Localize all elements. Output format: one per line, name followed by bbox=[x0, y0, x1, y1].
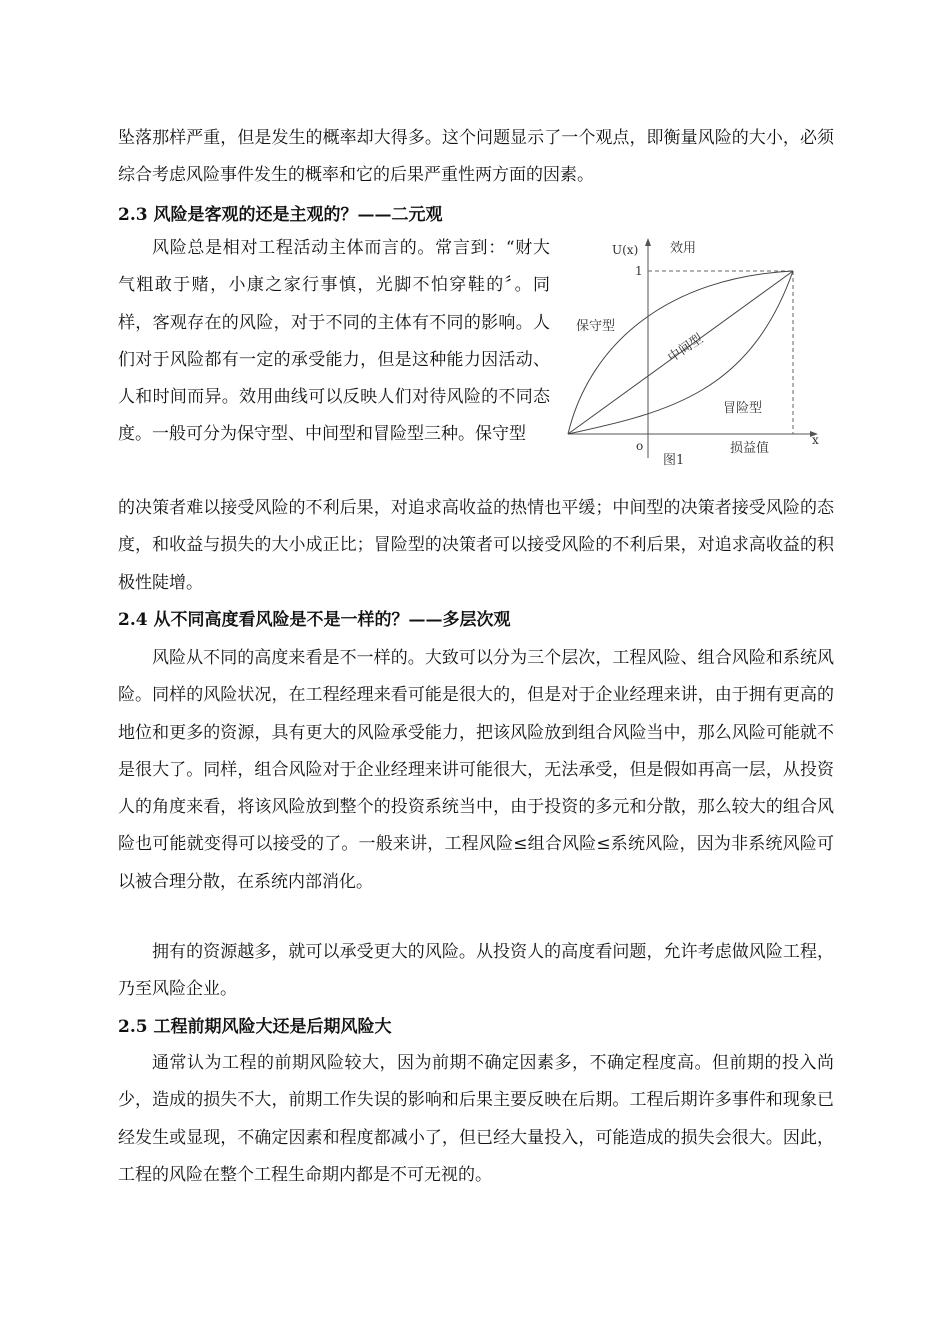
section-2-4-paragraph-1: 风险从不同的高度来看是不一样的。大致可以分为三个层次，工程风险、组合风险和系统风险。同样的风险状况，在工程经理来看可能是很大的，但是对于企业经理来讲，由于拥有更高的地位和更多的资源，具有更大的风险承受能力，把该风险放到组合风险当中，那么风险可能就不是很大了。同样，组合风险对于企业经理来讲可能很大，无法承受，但是假如再高一层，从投资人的角度来看，将该风险放到整个的投资系统当中，由于投资的多元和分散，那么较大的组合风险也可能就变得可以接受的了。一般来讲，工程风险≤组合风险≤系统风险，因为非系统风险可以被合理分散，在系统内部消化。 bbox=[118, 648, 834, 892]
neutral-label: 中间型 bbox=[665, 331, 707, 366]
figure-caption: 图1 bbox=[663, 453, 685, 468]
x-axis-title: 损益值 bbox=[730, 441, 770, 456]
section-2-3-paragraph-full: 的决策者难以接受风险的不利后果，对追求高收益的热情也平缓；中间型的决策者接受风险的态度，和收益与损失的大小成正比；冒险型的决策者可以接受风险的不利后果，对追求高收益的积极性陡增。 bbox=[118, 498, 834, 593]
section-2-3-heading: 2.3 风险是客观的还是主观的？——二元观 bbox=[118, 205, 443, 225]
y-axis-arrow bbox=[645, 238, 651, 246]
section-2-5-heading: 2.5 工程前期风险大还是后期风险大 bbox=[118, 1017, 392, 1037]
intro-paragraph: 坠落那样严重，但是发生的概率却大得多。这个问题显示了一个观点，即衡量风险的大小，必须综合考虑风险事件发生的概率和它的后果严重性两方面的因素。 bbox=[118, 128, 834, 186]
y-tick-1: 1 bbox=[635, 264, 643, 278]
utility-curve-figure bbox=[560, 232, 832, 472]
section-2-4-paragraph-2: 拥有的资源越多，就可以承受更大的风险。从投资人的高度看问题，允许考虑做风险工程，乃至风险企业。 bbox=[118, 942, 834, 1000]
risky-label: 冒险型 bbox=[723, 401, 763, 416]
y-axis-label: U(x) bbox=[612, 243, 639, 257]
origin-label: o bbox=[636, 439, 644, 453]
x-axis-label: x bbox=[812, 433, 819, 447]
conservative-label: 保守型 bbox=[576, 319, 616, 334]
y-axis-title: 效用 bbox=[670, 241, 697, 256]
section-2-5-paragraph-1: 通常认为工程的前期风险较大，因为前期不确定因素多，不确定程度高。但前期的投入尚少，造成的损失不大，前期工作失误的影响和后果主要反映在后期。工程后期许多事件和现象已经发生或显现，不确定因素和程度都减小了，但已经大量投入，可能造成的损失会很大。因此，工程的风险在整个工程生命期内都是不可无视的。 bbox=[118, 1053, 834, 1185]
section-2-3-paragraph-wrap: 风险总是相对工程活动主体而言的。常言到：“财大气粗敢于赌，小康之家行事慎，光脚不怕穿鞋的〞。同样，客观存在的风险，对于不同的主体有不同的影响。人们对于风险都有一定的承受能力，但是这种能力因活动、人和时间而异。效用曲线可以反映人们对待风险的不同态度。一般可分为保守型、中间型和冒险型三种。保守型 bbox=[118, 238, 550, 445]
section-2-4-heading: 2.4 从不同高度看风险是不是一样的？——多层次观 bbox=[118, 610, 511, 630]
